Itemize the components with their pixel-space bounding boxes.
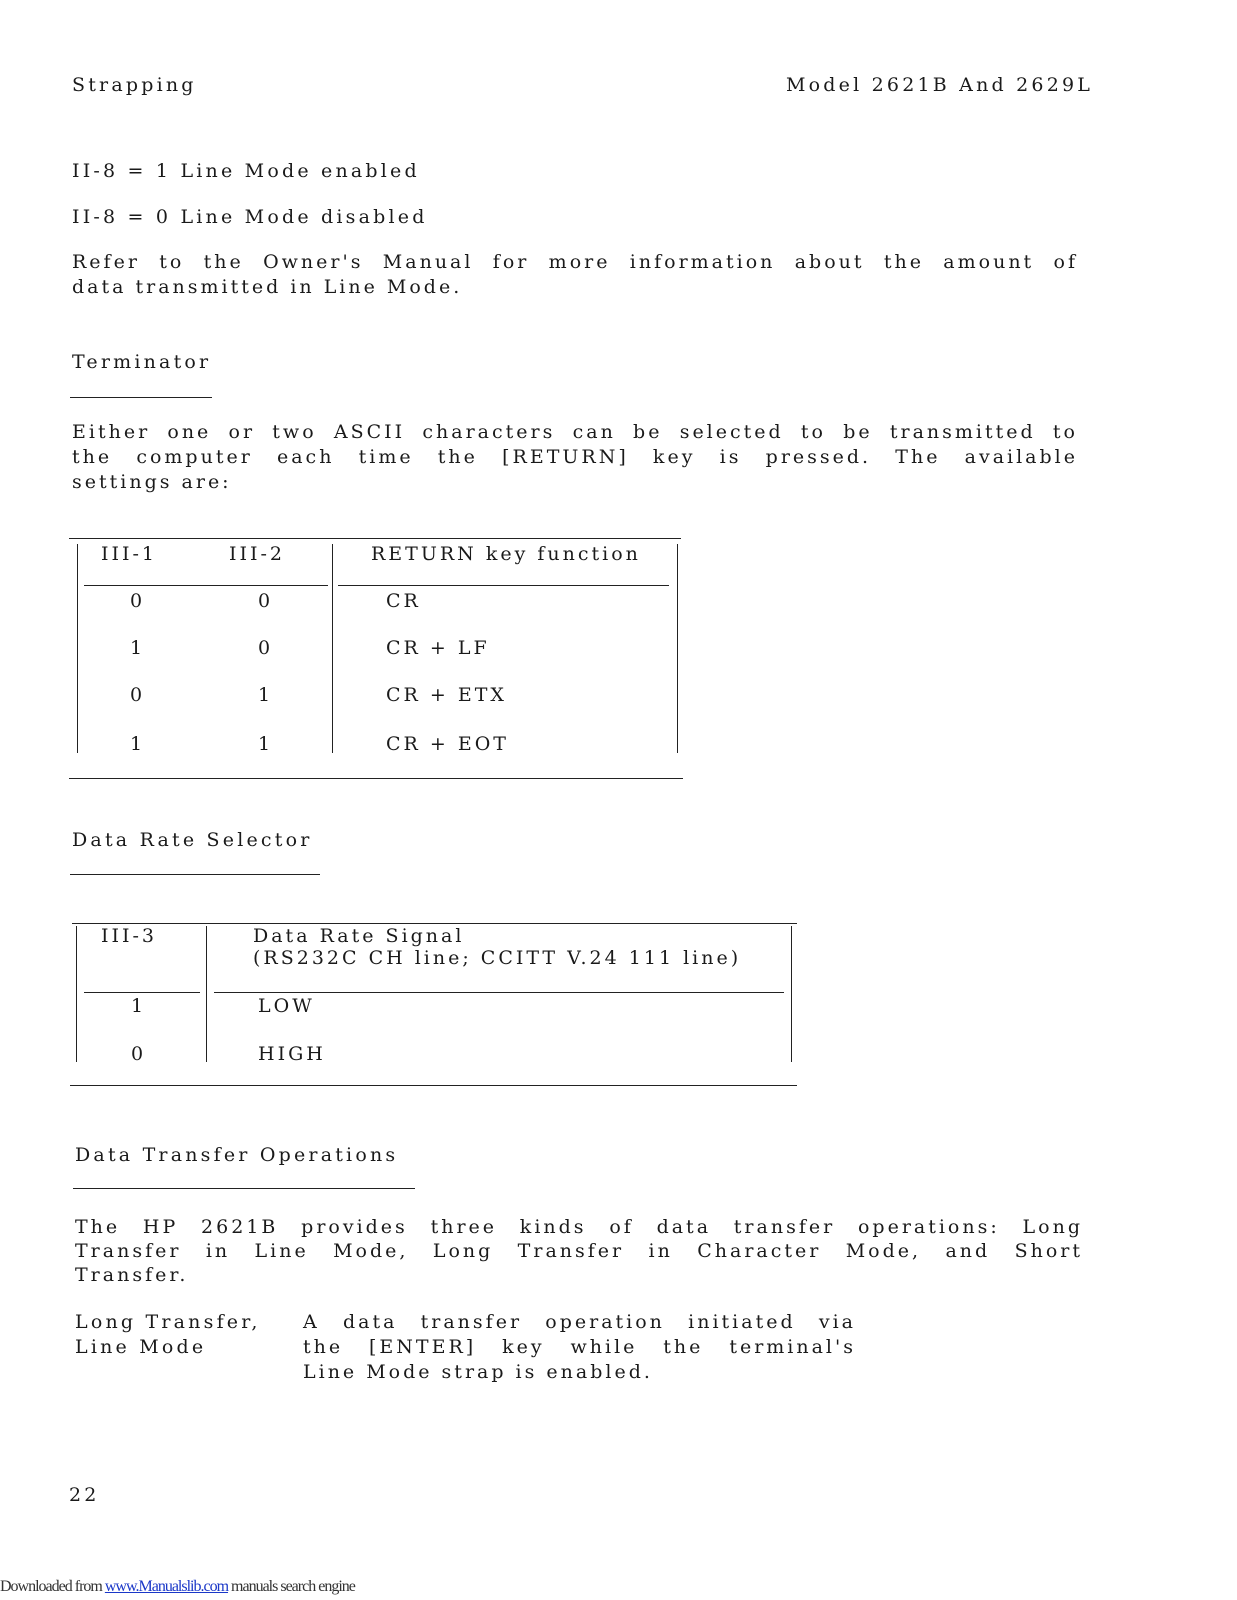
definition-line-3: Line Mode strap is enabled.	[303, 1361, 653, 1383]
table-left-border	[77, 544, 78, 753]
page-number: 22	[69, 1484, 100, 1506]
definition-line-1: A data transfer operation initiated via	[303, 1311, 856, 1333]
header-return-key-function: RETURN key function	[371, 543, 641, 565]
row-signal: HIGH	[258, 1043, 326, 1065]
terminator-para-line-2: the computer each time the [RETURN] key is pressed. The available	[72, 446, 1078, 468]
terminator-paragraph	[72, 420, 1078, 495]
header-data-rate-signal: Data Rate Signal	[253, 925, 465, 947]
row-iii-2: 1	[258, 733, 274, 755]
table-bottom-rule	[70, 1085, 797, 1086]
table-column-divider	[332, 544, 333, 753]
row-iii-1: 1	[130, 637, 146, 659]
definition-body	[303, 1310, 856, 1385]
definition-term-line-1: Long Transfer,	[75, 1311, 261, 1333]
row-iii-2: 1	[258, 684, 274, 706]
terminator-para-line-1: Either one or two ASCII characters can be selected to be transmitted to	[72, 421, 1078, 443]
row-function: CR	[386, 590, 421, 612]
table-right-border	[791, 926, 792, 1062]
running-header-model: Model 2621B And 2629L	[786, 74, 1094, 96]
definition-term-line-2: Line Mode	[75, 1336, 207, 1358]
row-iii-1: 1	[130, 733, 146, 755]
table-top-rule	[72, 923, 797, 924]
row-function: CR + EOT	[386, 733, 509, 755]
row-iii-1: 0	[130, 684, 146, 706]
data-transfer-para-line-2: Transfer in Line Mode, Long Transfer in Character Mode, and Short	[75, 1240, 1083, 1262]
definition-line-2: the [ENTER] key while the terminal's	[303, 1336, 856, 1358]
header-iii-2: III-2	[229, 543, 286, 565]
header-iii-3: III-3	[101, 925, 158, 947]
data-transfer-paragraph	[75, 1215, 1083, 1287]
row-signal: LOW	[258, 995, 315, 1017]
header-underline-right	[338, 585, 669, 586]
table-column-divider	[206, 926, 207, 1062]
refer-paragraph	[72, 250, 1078, 300]
row-iii-3: 1	[131, 995, 147, 1017]
header-underline-left	[84, 585, 328, 586]
data-transfer-heading-underline	[73, 1188, 415, 1189]
row-iii-3: 0	[131, 1043, 147, 1065]
refer-line-2: data transmitted in Line Mode.	[72, 276, 463, 298]
data-rate-heading-underline	[70, 874, 320, 875]
row-function: CR + LF	[386, 637, 490, 659]
data-transfer-para-line-1: The HP 2621B provides three kinds of data transfer operations: Long	[75, 1216, 1083, 1238]
line-mode-disabled: II-8 = 0 Line Mode disabled	[72, 206, 428, 228]
header-iii-1: III-1	[101, 543, 158, 565]
download-footer	[0, 1578, 355, 1596]
table-bottom-rule	[69, 778, 683, 779]
row-iii-2: 0	[258, 637, 274, 659]
manualslib-link[interactable]: www.Manualslib.com	[104, 1578, 229, 1595]
row-iii-2: 0	[258, 590, 274, 612]
terminator-heading-underline	[70, 397, 212, 398]
running-header-section: Strapping	[72, 74, 197, 96]
line-mode-enabled: II-8 = 1 Line Mode enabled	[72, 160, 420, 182]
table-top-rule	[69, 538, 681, 539]
header-data-rate-signal-detail: (RS232C CH line; CCITT V.24 111 line)	[253, 947, 742, 969]
footer-suffix: manuals search engine	[228, 1578, 355, 1595]
refer-line-1: Refer to the Owner's Manual for more information about the amount of	[72, 251, 1078, 273]
table-left-border	[76, 926, 77, 1062]
data-transfer-para-line-3: Transfer.	[75, 1264, 189, 1286]
row-function: CR + ETX	[386, 684, 507, 706]
data-transfer-heading: Data Transfer Operations	[75, 1144, 399, 1166]
header-underline-right	[214, 992, 784, 993]
footer-prefix: Downloaded from	[0, 1578, 105, 1595]
header-underline-left	[84, 992, 200, 993]
row-iii-1: 0	[130, 590, 146, 612]
table-right-border	[677, 544, 678, 753]
terminator-heading: Terminator	[72, 351, 212, 373]
data-rate-heading: Data Rate Selector	[72, 829, 313, 851]
terminator-para-line-3: settings are:	[72, 471, 232, 493]
